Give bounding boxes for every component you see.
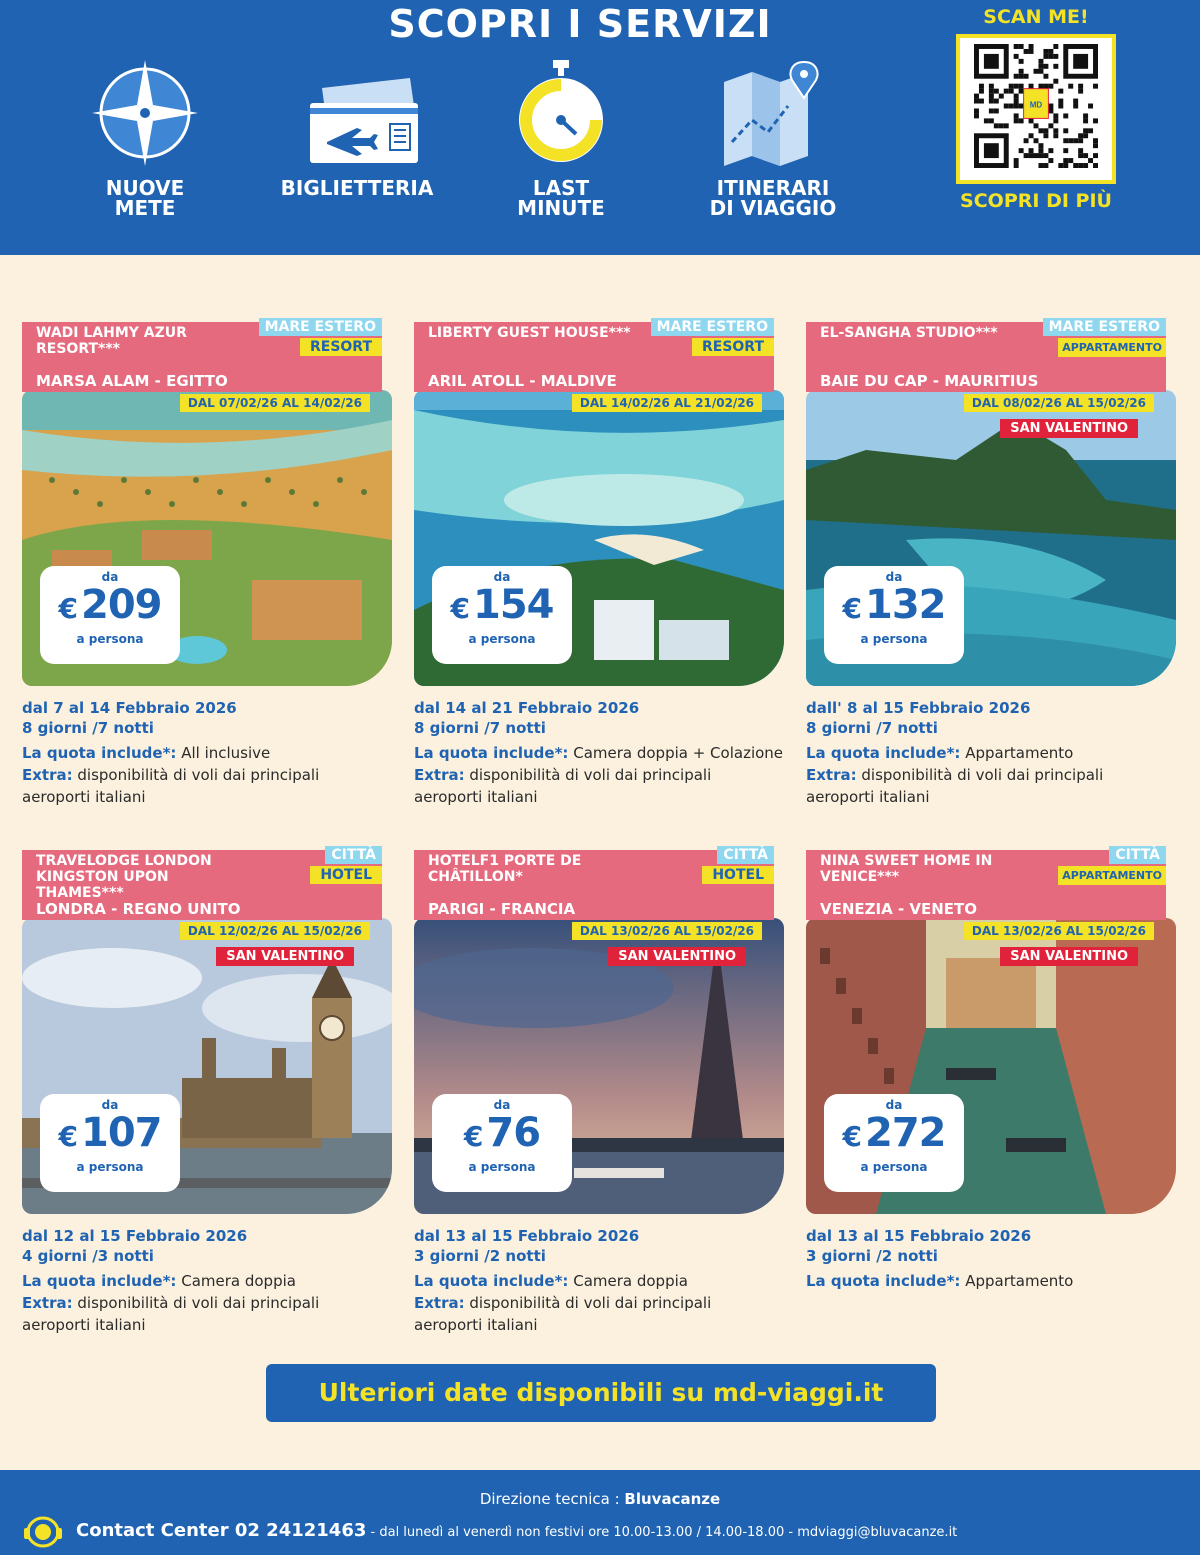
price-box <box>824 566 964 664</box>
offer-details <box>414 1226 784 1336</box>
price-amount: 272 <box>864 1110 946 1156</box>
includes-label: La quota include*: <box>806 1272 961 1290</box>
price-box <box>824 1094 964 1192</box>
services-title: SCOPRI I SERVIZI <box>388 2 772 46</box>
offer-header <box>22 319 382 392</box>
offer-type-badge: APPARTAMENTO <box>1058 866 1166 885</box>
offer-destination: BAIE DU CAP - MAURITIUS <box>820 372 1039 390</box>
offer-category-badge: MARE ESTERO <box>259 318 382 336</box>
offer-period: dal 7 al 14 Febbraio 2026 <box>22 699 237 717</box>
offer-includes <box>806 1270 1176 1292</box>
qr-logo-text: MD <box>1029 100 1043 110</box>
offer-extra <box>22 764 392 808</box>
valentine-badge: SAN VALENTINO <box>1000 947 1138 966</box>
price-amount: 76 <box>486 1110 541 1156</box>
price-unit: a persona <box>860 632 928 646</box>
offer-hotel-name: TRAVELODGE LONDON KINGSTON UPON THAMES*** <box>36 853 212 901</box>
stopwatch-icon <box>506 58 616 168</box>
offer-duration: 8 giorni /7 notti <box>414 719 546 737</box>
offer-details <box>22 698 392 808</box>
price-amount: 154 <box>472 582 554 628</box>
offer-type-badge: RESORT <box>692 338 774 356</box>
ticket-icon <box>282 58 432 168</box>
offer-details <box>806 1226 1176 1292</box>
includes-value: Camera doppia + Colazione <box>573 744 784 762</box>
offer-duration: 3 giorni /2 notti <box>806 1247 938 1265</box>
qr-code-pattern <box>974 44 1098 168</box>
price-unit: a persona <box>860 1160 928 1174</box>
includes-label: La quota include*: <box>22 744 177 762</box>
offer-details <box>414 698 784 808</box>
price-currency: € <box>842 592 861 625</box>
extra-value: disponibilità di voli dai principali aeroporti italiani <box>22 1294 320 1334</box>
map-icon <box>708 58 838 168</box>
services-band <box>0 0 1200 255</box>
price-currency: € <box>58 592 77 625</box>
offer-destination: VENEZIA - VENETO <box>820 900 978 918</box>
includes-value: All inclusive <box>181 744 271 762</box>
offer-header <box>414 319 774 392</box>
extra-value: disponibilità di voli dai principali aeroporti italiani <box>414 766 712 806</box>
contact-center-hours: - dal lunedì al venerdì non festivi ore 10.00-13.00 / 14.00-18.00 - mdviaggi@bluvacanze.it <box>366 1525 958 1540</box>
offer-details <box>22 1226 392 1336</box>
contact-center-label[interactable]: Contact Center 02 24121463 <box>76 1520 367 1541</box>
offer-duration: 8 giorni /7 notti <box>22 719 154 737</box>
service-itinerari[interactable] <box>678 58 868 218</box>
includes-value: Camera doppia <box>573 1272 688 1290</box>
includes-label: La quota include*: <box>806 744 961 762</box>
offer-includes <box>414 1270 784 1292</box>
price-from-label: da <box>493 1098 511 1112</box>
service-label-nuove-mete: NUOVE METE <box>105 176 185 220</box>
price-amount: 107 <box>80 1110 162 1156</box>
extra-label: Extra: <box>806 766 857 784</box>
offer-extra <box>22 1292 392 1336</box>
offer-type-badge: RESORT <box>300 338 382 356</box>
offer-type-badge: HOTEL <box>310 866 382 884</box>
includes-label: La quota include*: <box>414 1272 569 1290</box>
offer-category-badge: CITTÀ <box>1109 846 1166 864</box>
qr-scan-label: SCAN ME! <box>983 6 1089 28</box>
offer-period: dal 13 al 15 Febbraio 2026 <box>414 1227 640 1245</box>
includes-label: La quota include*: <box>414 744 569 762</box>
offer-hotel-name: HOTELF1 PORTE DE CHÂTILLON* <box>428 853 582 885</box>
offer-dates-badge: DAL 13/02/26 AL 15/02/26 <box>572 922 762 940</box>
offer-duration: 8 giorni /7 notti <box>806 719 938 737</box>
offer-dates-badge: DAL 07/02/26 AL 14/02/26 <box>180 394 370 412</box>
price-currency: € <box>463 1120 483 1153</box>
price-unit: a persona <box>468 1160 536 1174</box>
compass-icon <box>90 58 200 168</box>
includes-value: Appartamento <box>965 744 1074 762</box>
qr-block[interactable] <box>946 6 1126 212</box>
offer-includes <box>806 742 1176 764</box>
more-dates-banner[interactable]: Ulteriori date disponibili su md-viaggi.it <box>266 1364 936 1422</box>
offer-period: dal 12 al 15 Febbraio 2026 <box>22 1227 248 1245</box>
price-box <box>432 1094 572 1192</box>
offer-extra <box>806 764 1176 808</box>
offer-duration: 3 giorni /2 notti <box>414 1247 546 1265</box>
price-value <box>824 584 964 630</box>
price-unit: a persona <box>76 1160 144 1174</box>
price-box <box>40 1094 180 1192</box>
service-label-itinerari: ITINERARI DI VIAGGIO <box>709 176 837 220</box>
offer-dates-badge: DAL 12/02/26 AL 15/02/26 <box>180 922 370 940</box>
offer-period: dal 13 al 15 Febbraio 2026 <box>806 1227 1032 1245</box>
extra-value: disponibilità di voli dai principali aeroporti italiani <box>22 766 320 806</box>
price-from-label: da <box>101 570 119 584</box>
qr-code[interactable] <box>956 34 1116 184</box>
offer-period: dal 14 al 21 Febbraio 2026 <box>414 699 640 717</box>
extra-label: Extra: <box>414 1294 465 1312</box>
includes-value: Camera doppia <box>181 1272 296 1290</box>
price-value <box>432 584 572 630</box>
offer-category-badge: CITTÀ <box>717 846 774 864</box>
technical-direction <box>0 1490 1200 1508</box>
offer-type-badge: APPARTAMENTO <box>1058 338 1166 357</box>
extra-label: Extra: <box>22 766 73 784</box>
service-label-last-minute: LAST MINUTE <box>517 176 605 220</box>
extra-value: disponibilità di voli dai principali aeroporti italiani <box>414 1294 712 1334</box>
offer-extra <box>414 1292 784 1336</box>
offer-type-badge: HOTEL <box>702 866 774 884</box>
offer-destination: PARIGI - FRANCIA <box>428 900 576 918</box>
offer-period: dall' 8 al 15 Febbraio 2026 <box>806 699 1031 717</box>
extra-label: Extra: <box>22 1294 73 1312</box>
offer-header <box>22 847 382 920</box>
offer-header <box>806 847 1166 920</box>
service-last-minute[interactable] <box>466 58 656 218</box>
offer-destination: MARSA ALAM - EGITTO <box>36 372 228 390</box>
extra-label: Extra: <box>414 766 465 784</box>
offer-includes <box>414 742 784 764</box>
extra-value: disponibilità di voli dai principali aeroporti italiani <box>806 766 1104 806</box>
headset-icon <box>20 1514 66 1548</box>
offer-hotel-name: LIBERTY GUEST HOUSE*** <box>428 325 631 341</box>
price-currency: € <box>450 592 469 625</box>
price-from-label: da <box>885 570 903 584</box>
technical-direction-name: Bluvacanze <box>624 1490 721 1508</box>
price-amount: 132 <box>864 582 946 628</box>
offer-category-badge: MARE ESTERO <box>1043 318 1166 336</box>
price-value <box>40 584 180 630</box>
valentine-badge: SAN VALENTINO <box>216 947 354 966</box>
footer <box>0 1470 1200 1555</box>
valentine-badge: SAN VALENTINO <box>608 947 746 966</box>
offer-category-badge: CITTÀ <box>325 846 382 864</box>
price-from-label: da <box>885 1098 903 1112</box>
price-currency: € <box>58 1120 77 1153</box>
price-unit: a persona <box>468 632 536 646</box>
price-from-label: da <box>493 570 511 584</box>
offer-hotel-name: EL-SANGHA STUDIO*** <box>820 325 998 341</box>
valentine-badge: SAN VALENTINO <box>1000 419 1138 438</box>
offer-dates-badge: DAL 13/02/26 AL 15/02/26 <box>964 922 1154 940</box>
price-box <box>432 566 572 664</box>
price-amount: 209 <box>80 582 162 628</box>
offer-dates-badge: DAL 08/02/26 AL 15/02/26 <box>964 394 1154 412</box>
price-box <box>40 566 180 664</box>
includes-label: La quota include*: <box>22 1272 177 1290</box>
offer-details <box>806 698 1176 808</box>
offer-includes <box>22 1270 392 1292</box>
offer-hotel-name: NINA SWEET HOME IN VENICE*** <box>820 853 993 885</box>
technical-direction-label: Direzione tecnica : <box>479 1490 620 1508</box>
offer-extra <box>414 764 784 808</box>
offer-destination: ARIL ATOLL - MALDIVE <box>428 372 617 390</box>
offer-hotel-name: WADI LAHMY AZUR RESORT*** <box>36 325 187 357</box>
offer-destination: LONDRA - REGNO UNITO <box>36 900 241 918</box>
price-value <box>40 1112 180 1158</box>
offer-header <box>806 319 1166 392</box>
offer-duration: 4 giorni /3 notti <box>22 1247 154 1265</box>
offer-dates-badge: DAL 14/02/26 AL 21/02/26 <box>572 394 762 412</box>
offer-header <box>414 847 774 920</box>
qr-discover-label: SCOPRI DI PIÙ <box>960 190 1112 212</box>
price-from-label: da <box>101 1098 119 1112</box>
price-currency: € <box>842 1120 861 1153</box>
offer-category-badge: MARE ESTERO <box>651 318 774 336</box>
price-value <box>824 1112 964 1158</box>
contact-center <box>76 1520 1176 1541</box>
price-value <box>432 1112 572 1158</box>
offer-includes <box>22 742 392 764</box>
service-nuove-mete[interactable] <box>50 58 240 218</box>
service-label-biglietteria: BIGLIETTERIA <box>280 176 434 200</box>
service-biglietteria[interactable] <box>262 58 452 198</box>
includes-value: Appartamento <box>965 1272 1074 1290</box>
price-unit: a persona <box>76 632 144 646</box>
